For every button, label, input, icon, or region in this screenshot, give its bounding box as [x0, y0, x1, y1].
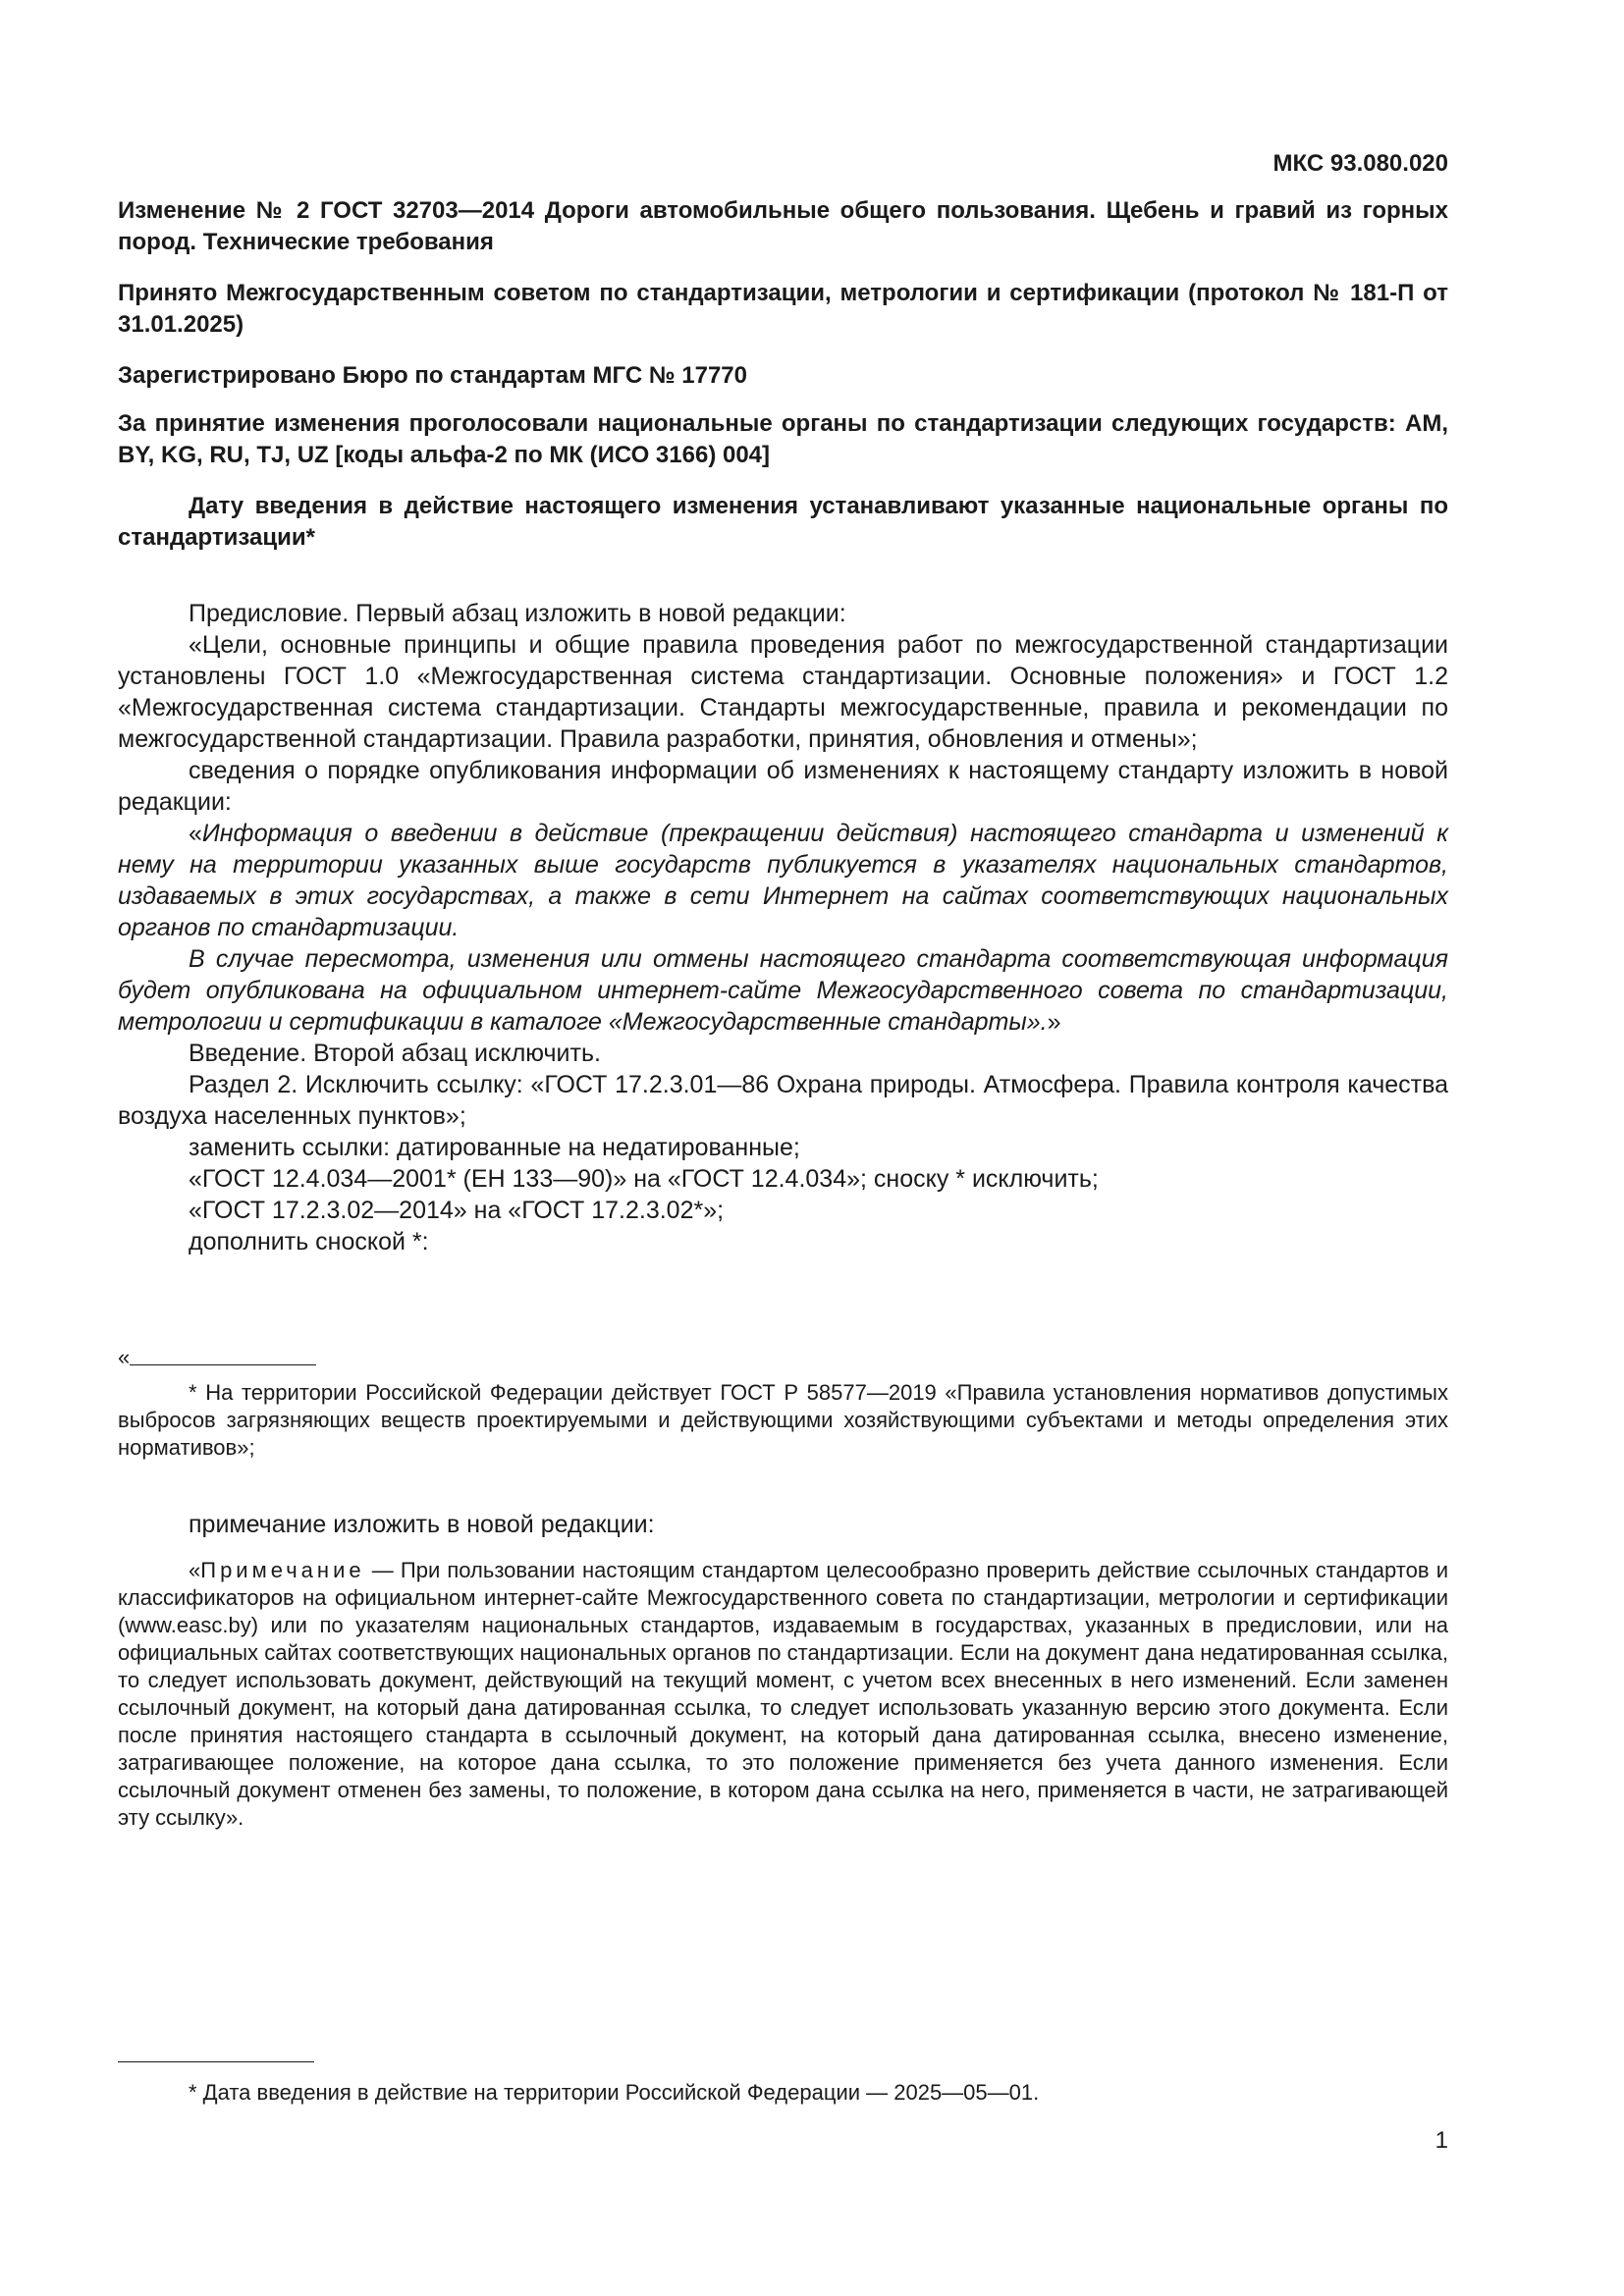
inserted-footnote [118, 1379, 1448, 1462]
page-footnote [118, 2079, 1448, 2107]
footnote-separator [130, 1364, 316, 1365]
page-number: 1 [1435, 2127, 1448, 2154]
body-paragraph: Предисловие. Первый абзац изложить в новой редакции: [189, 600, 846, 627]
body-paragraph-italic [118, 943, 1448, 1038]
voting-statement: За принятие изменения проголосовали национальные органы по стандартизации следующих государств: AM, BY, KG, RU, TJ, UZ [коды альфа-2 по МК (ИСО 3166) 004] [118, 410, 1448, 468]
body-paragraph: сведения о порядке опубликования информации об изменениях к настоящему стандарту изложить в новой редакции: [118, 757, 1448, 816]
effective-date-statement: Дату введения в действие настоящего изменения устанавливают указанные национальные органы по стандартизации* [118, 493, 1448, 551]
note-paragraph [118, 1557, 1448, 1832]
italic-text: В случае пересмотра, изменения или отмены настоящего стандарта соответствующая информация будет опубликована на официальном интернет-сайте Межгосударственного совета по стандартизации, метрологии и сертификации в каталоге «Межгосударственные стандарты». [118, 945, 1448, 1036]
page-footnote-text: * Дата введения в действие на территории Российской Федерации — 2025—05—01. [189, 2080, 1040, 2105]
body-paragraph: «ГОСТ 12.4.034—2001* (ЕН 133—90)» на «ГОСТ 12.4.034»; сноску * исключить; [189, 1165, 1099, 1193]
body-paragraph: «Цели, основные принципы и общие правила проведения работ по межгосударственной стандартизации установлены ГОСТ 1.0 «Межгосударственная система стандартизации. Основные положения» и ГОСТ 1.2 «Межгосударственная система стандартизации. Стандарты межгосударственные, правила и рекомендации по межгосударственной стандартизации. Правила разработки, принятия, обновления и отмены»; [118, 631, 1448, 753]
close-quote: » [1047, 1008, 1061, 1036]
body-paragraph: примечание изложить в новой редакции: [189, 1511, 655, 1538]
inserted-footnote-text: * На территории Российской Федерации действует ГОСТ Р 58577—2019 «Правила установления нормативов допустимых выбросов загрязняющих веществ проектируемыми и действующими хозяйствующими субъектами и методы определения этих нормативов»; [118, 1380, 1448, 1460]
amendment-body [118, 598, 1448, 1257]
body-paragraph: «ГОСТ 17.2.3.02—2014» на «ГОСТ 17.2.3.02*»; [189, 1197, 725, 1224]
note-text: — При пользовании настоящим стандартом целесообразно проверить действие ссылочных стандартов и классификаторов на официальном интернет-сайте Межгосударственного совета по стандартизации, метрологии и сертификации (www.easc.by) или по указателям национальных стандартов, издаваемым в государствах, указанных в предисловии, или на официальных сайтах соответствующих национальных органов по стандартизации. Если на документ дана недатированная ссылка, то следует использовать документ, действующий на текущий момент, с учетом всех внесенных в него изменений. Если заменен ссылочный документ, на который дана датированная ссылка, то следует использовать указанную версию этого документа. Если после принятия настоящего стандарта в ссылочный документ, на который дана датированная ссылка, внесено изменение, затрагивающее положение, на которое дана ссылка, то это положение применяется без учета данного изменения. Если ссылочный документ отменен без замены, то положение, в котором дана ссылка на него, применяется в части, не затрагивающей эту ссылку». [118, 1558, 1448, 1830]
page-footnote-separator [118, 2061, 314, 2062]
note-intro [118, 1509, 1448, 1540]
note-open-quote: « [189, 1558, 201, 1582]
mks-code: МКС 93.080.020 [1272, 150, 1448, 177]
italic-text: Информация о введении в действие (прекращении действия) настоящего стандарта и изменений к нему на территории указанных выше государств публикуется в указателях национальных стандартов, издаваемых в этих государствах, а также в сети Интернет на сайтах соответствующих национальных органов по стандартизации. [118, 820, 1448, 941]
open-quote: « [189, 820, 202, 847]
body-paragraph: Раздел 2. Исключить ссылку: «ГОСТ 17.2.3.01—86 Охрана природы. Атмосфера. Правила контроля качества воздуха населенных пунктов»; [118, 1071, 1448, 1130]
note-label: Примечание [200, 1558, 365, 1582]
inserted-footnote-open-quote: « [118, 1345, 131, 1369]
body-paragraph: дополнить сноской *: [189, 1228, 429, 1255]
body-paragraph-italic [118, 818, 1448, 943]
registration-statement: Зарегистрировано Бюро по стандартам МГС № 17770 [118, 362, 747, 389]
amendment-title: Изменение № 2 ГОСТ 32703—2014 Дороги автомобильные общего пользования. Щебень и гравий из горных пород. Технические требования [118, 197, 1448, 255]
adopted-statement: Принято Межгосударственным советом по стандартизации, метрологии и сертификации (протокол № 181-П от 31.01.2025) [118, 280, 1448, 338]
body-paragraph: заменить ссылки: датированные на недатированные; [189, 1134, 800, 1161]
body-paragraph: Введение. Второй абзац исключить. [189, 1040, 601, 1067]
note-block [118, 1557, 1448, 1832]
